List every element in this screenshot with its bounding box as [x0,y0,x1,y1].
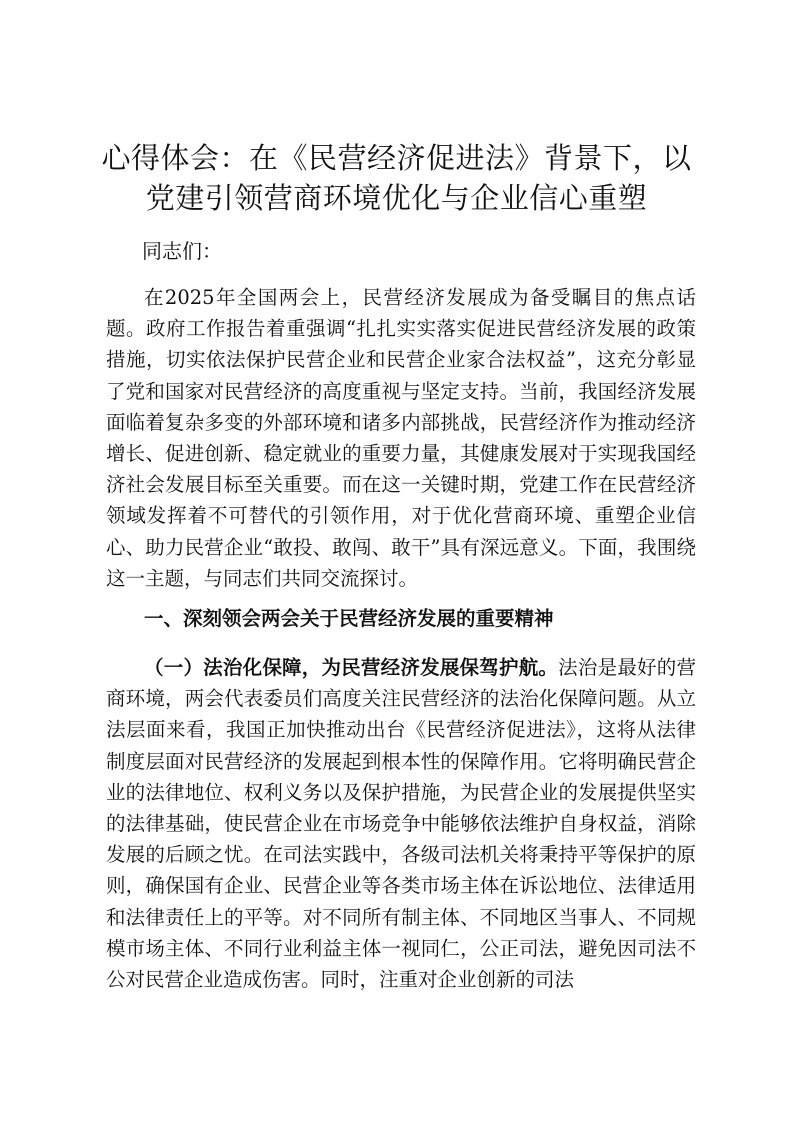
document-title [100,138,693,218]
intro-paragraph: 在2025年全国两会上，民营经济发展成为备受瞩目的焦点话题。政府工作报告着重强调“扎扎实实落实促进民营经济发展的政策措施，切实依法保护民营企业和民营企业家合法权益”，这充分彰显了党和国家对民营经济的高度重视与坚定支持。当前，我国经济发展面临着复杂多变的外部环境和诸多内部挑战，民营经济作为推动经济增长、促进创新、稳定就业的重要力量，其健康发展对于实现我国经济社会发展目标至关重要。而在这一关键时期，党建工作在民营经济领域发挥着不可替代的引领作用，对于优化营商环境、重塑企业信心、助力民营企业“敢投、敢闯、敢干”具有深远意义。下面，我围绕这一主题，与同志们共同交流探讨。 [106,286,696,590]
title-line-2: 党建引领营商环境优化与企业信心重塑 [145,181,648,215]
subsection-paragraph-1 [106,652,696,995]
salutation: 同志们： [142,239,222,263]
subsection-body: 法治是最好的营商环境，两会代表委员们高度关注民营经济的法治化保障问题。从立法层面来看，我国正加快推动出台《民营经济促进法》，这将从法律制度层面对民营经济的发展起到根本性的保障作用。它将明确民营企业的法律地位、权利义务以及保护措施，为民营企业的发展提供坚实的法律基础，使民营企业在市场竞争中能够依法维护自身权益，消除发展的后顾之忧。在司法实践中，各级司法机关将秉持平等保护的原则，确保国有企业、民营企业等各类市场主体在诉讼地位、法律适用和法律责任上的平等。对不同所有制主体、不同地区当事人、不同规模市场主体、不同行业利益主体一视同仁，公正司法，避免因司法不公对民营企业造成伤害。同时，注重对企业创新的司法 [106,656,696,992]
section-heading-1: 一、深刻领会两会关于民营经济发展的重要精神 [144,607,554,630]
subsection-lead: （一）法治化保障，为民营经济发展保驾护航。 [144,656,559,679]
title-line-1: 心得体会：在《民营经济促进法》背景下，以 [101,141,692,175]
